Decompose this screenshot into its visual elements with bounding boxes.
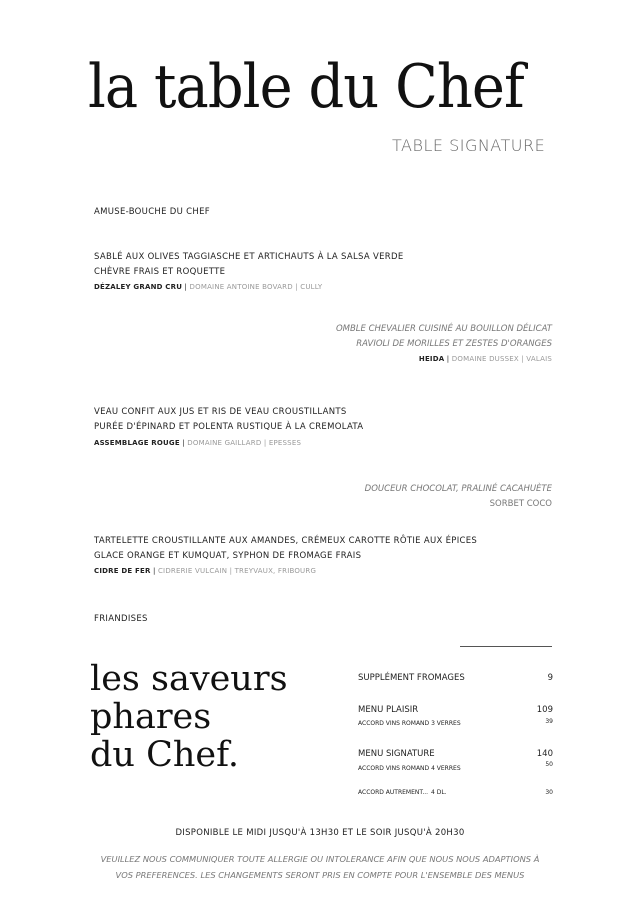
price-autrement-value: 30: [545, 789, 553, 796]
slogan-line: les saveurs: [90, 659, 288, 699]
price-signature-value: 140: [536, 749, 553, 759]
price-plaisir-accord: ACCORD VINS ROMAND 3 VERRES: [358, 720, 461, 727]
course-4-line2: SORBET COCO: [489, 499, 552, 509]
course-5-line1: TARTELETTE CROUSTILLANTE AUX AMANDES, CRÉMEUX CAROTTE RÔTIE AUX ÉPICES: [94, 536, 478, 546]
course-1-line1: SABLÉ AUX OLIVES TAGGIASCHE ET ARTICHAUTS À LA SALSA VERDE: [94, 252, 404, 262]
price-signature-label: MENU SIGNATURE: [358, 749, 435, 759]
course-2-line2: RAVIOLI DE MORILLES ET ZESTES D'ORANGES: [356, 339, 552, 349]
hours-note: DISPONIBLE LE MIDI JUSQU'À 13H30 ET LE SOIR JUSQU'À 20H30: [175, 828, 465, 838]
course-3-line1: VEAU CONFIT AUX JUS ET RIS DE VEAU CROUSTILLANTS: [94, 407, 347, 417]
course-1-line2: CHÈVRE FRAIS ET ROQUETTE: [94, 267, 226, 277]
price-autrement-qty: 4 DL.: [431, 789, 447, 796]
slogan-line: du Chef.: [90, 735, 239, 775]
course-1-wine: DÉZALEY GRAND CRU | DOMAINE ANTOINE BOVARD | CULLY: [94, 283, 323, 291]
course-5-line2: GLACE ORANGE ET KUMQUAT, SYPHON DE FROMAGE FRAIS: [94, 551, 362, 561]
allergy-note-line2: VOS PREFERENCES. LES CHANGEMENTS SERONT PRIS EN COMPTE POUR L'ENSEMBLE DES MENUS: [115, 870, 525, 880]
allergy-note-line1: VEUILLEZ NOUS COMMUNIQUER TOUTE ALLERGIE OU INTOLERANCE AFIN QUE NOUS NOUS ADAPTIONS À: [100, 854, 540, 864]
price-plaisir-label: MENU PLAISIR: [358, 705, 419, 715]
wine-domain: DOMAINE ANTOINE BOVARD | CULLY: [189, 283, 323, 291]
wine-name: DÉZALEY GRAND CRU: [94, 283, 183, 291]
wine-domain: DOMAINE GAILLARD | EPESSES: [187, 439, 302, 447]
course-2-wine: HEIDA | DOMAINE DUSSEX | VALAIS: [418, 355, 552, 363]
course-3-wine: ASSEMBLAGE ROUGE | DOMAINE GAILLARD | EPESSES: [94, 439, 302, 447]
course-5-wine: CIDRE DE FER | CIDRERIE VULCAIN | TREYVAUX, FRIBOURG: [94, 567, 317, 575]
wine-name: HEIDA: [418, 355, 445, 363]
price-autrement-label: ACCORD AUTREMENT...: [358, 789, 429, 796]
price-fromages-label: SUPPLÉMENT FROMAGES: [358, 673, 465, 683]
course-2-line1: OMBLE CHEVALIER CUISINÉ AU BOUILLON DÉLICAT: [335, 324, 552, 334]
wine-domain: DOMAINE DUSSEX | VALAIS: [451, 355, 552, 363]
course-amuse: AMUSE-BOUCHE DU CHEF: [94, 207, 210, 217]
price-plaisir-value: 109: [536, 705, 553, 715]
divider: [460, 646, 552, 647]
price-signature-accord: ACCORD VINS ROMAND 4 VERRES: [358, 765, 461, 772]
slogan: [90, 660, 288, 774]
price-plaisir-accord-value: 39: [545, 718, 553, 725]
wine-domain: CIDRERIE VULCAIN | TREYVAUX, FRIBOURG: [157, 567, 317, 575]
restaurant-title: la table du Chef: [88, 52, 524, 122]
menu-subtitle: TABLE SIGNATURE: [392, 136, 546, 155]
course-3-line2: PURÉE D'ÉPINARD ET POLENTA RUSTIQUE À LA CREMOLATA: [94, 422, 364, 432]
price-signature-accord-value: 50: [545, 761, 553, 768]
course-4-line1: DOUCEUR CHOCOLAT, PRALINÉ CACAHUÈTE: [364, 484, 552, 494]
slogan-line: phares: [90, 697, 212, 737]
price-fromages-value: 9: [547, 673, 553, 683]
course-friandises: FRIANDISES: [94, 614, 148, 624]
wine-name: ASSEMBLAGE ROUGE: [94, 439, 180, 447]
wine-name: CIDRE DE FER: [94, 567, 151, 575]
